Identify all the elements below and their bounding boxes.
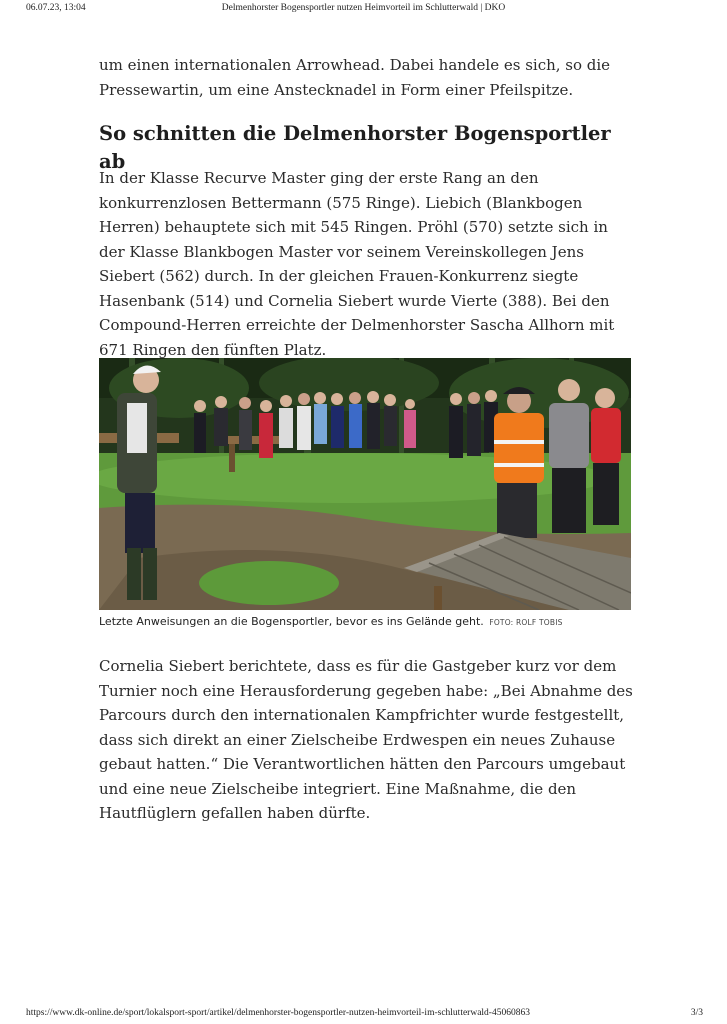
print-header: [0, 0, 727, 16]
closing-paragraph-block: [99, 654, 634, 826]
print-url[interactable]: https://www.dk-online.de/sport/lokalsport-sport/artikel/delmenhorster-bogensportler-nutzen-heimvorteil-im-schlutterwald-45060863: [26, 1008, 530, 1018]
article-photo: [99, 358, 631, 610]
photo-caption: [99, 614, 639, 631]
photo-caption-text: Letzte Anweisungen an die Bogensportler, bevor es ins Gelände geht.: [99, 615, 484, 628]
print-footer: [0, 1004, 727, 1024]
print-page-number: 3/3: [690, 1008, 703, 1018]
intro-paragraph: um einen internationalen Arrowhead. Dabei handele es sich, so die Pressewartin, um eine Anstecknadel in Form einer Pfeilspitze.: [99, 56, 611, 99]
results-paragraph: In der Klasse Recurve Master ging der erste Rang an den konkurrenzlosen Bettermann (575 Ringe). Liebich (Blankbogen Herren) behauptete sich mit 545 Ringen. Pröhl (570) setzte sich in der Klasse Blankbogen Master vor seinem Vereinskollegen Jens Siebert (562) durch. In der gleichen Frauen-Konkurrenz siegte Hasenbank (514) und Cornelia Siebert wurde Vierte (388). Bei den Compound-Herren erreichte der Delmenhorster Sascha Allhorn mit 671 Ringen den fünften Platz.: [99, 169, 615, 359]
intro-paragraph-block: [99, 53, 639, 102]
closing-paragraph: Cornelia Siebert berichtete, dass es für die Gastgeber kurz vor dem Turnier noch eine Herausforderung gegeben habe: „Bei Abnahme des Parcours durch den internationalen Kampfrichter wurde festgestellt, dass sich direkt an einer Zielscheibe Erdwespen ein neues Zuhause gebaut hatten.“ Die Verantwortlichen hätten den Parcours umgebaut und eine neue Zielscheibe integriert. Eine Maßnahme, die den Hautflüglern gefallen haben dürfte.: [99, 657, 633, 822]
archers-group-photo: [99, 358, 631, 610]
print-page-title: Delmenhorster Bogensportler nutzen Heimvorteil im Schlutterwald | DKO: [221, 3, 506, 13]
print-date: 06.07.23, 13:04: [26, 3, 86, 13]
results-paragraph-block: [99, 166, 634, 362]
section-heading: So schnitten die Delmenhorster Bogensportler ab: [99, 122, 611, 173]
photo-credit: FOTO: ROLF TOBIS: [489, 618, 563, 627]
